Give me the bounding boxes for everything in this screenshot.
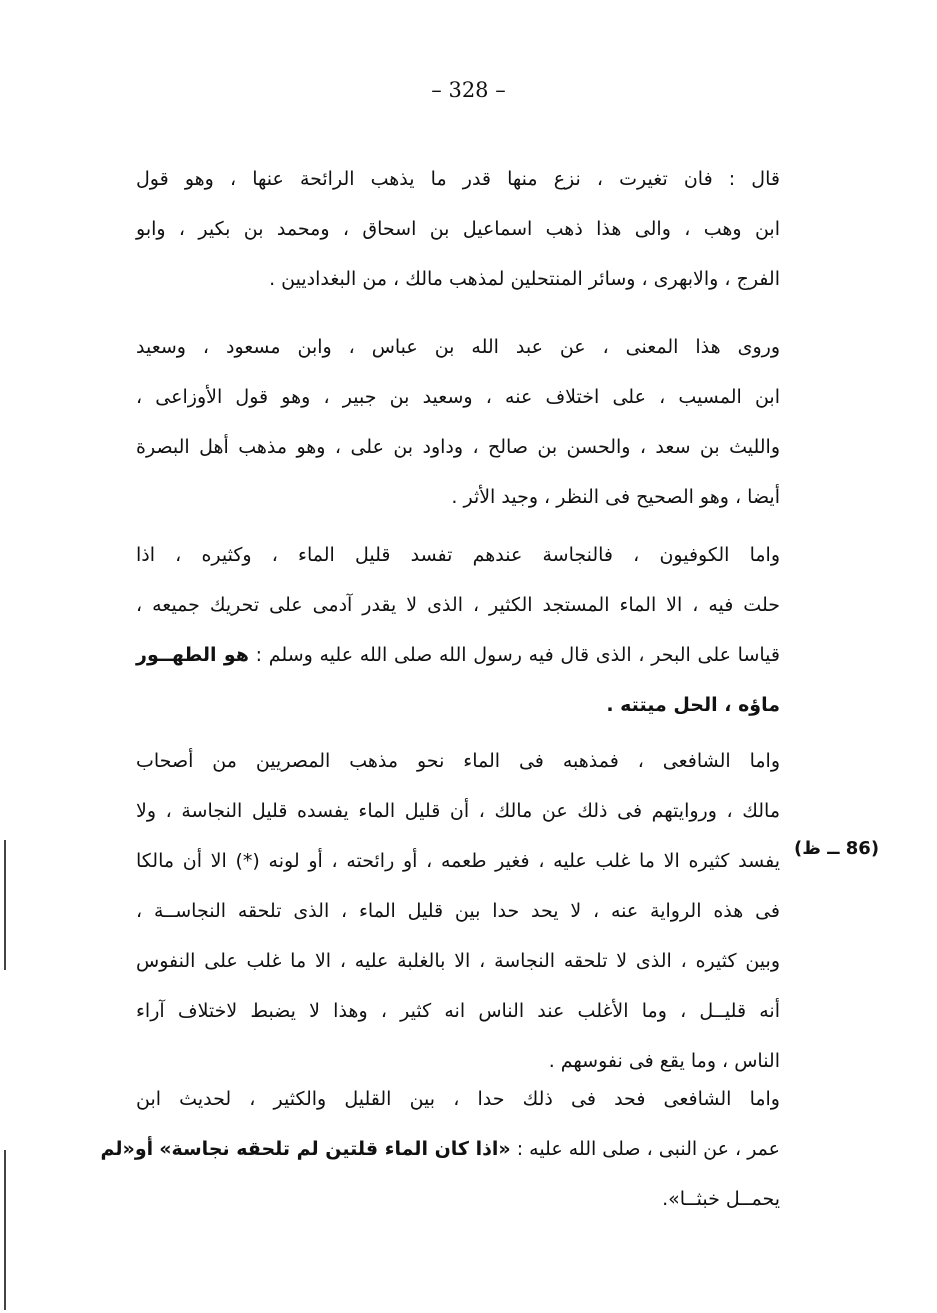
text-line: وبين كثيره ، الذى لا تلحقه النجاسة ، الا بالغلبة عليه ، الا ما غلب على النفوس: [136, 950, 780, 972]
text-line: ابن وهب ، والى هذا ذهب اسماعيل بن اسحاق ، ومحمد بن بكير ، وابو: [136, 218, 780, 240]
text-line: واما الكوفيون ، فالنجاسة عندهم تفسد قليل الماء ، وكثيره ، اذا: [136, 544, 780, 566]
text-line: فى هذه الرواية عنه ، لا يحد حدا بين قليل الماء ، الذى تلحقه النجاســة ،: [136, 900, 780, 922]
text-line: حلت فيه ، الا الماء المستجد الكثير ، الذى لا يقدر آدمى على تحريك جميعه ،: [136, 594, 780, 616]
paragraph-3: [136, 530, 780, 730]
scan-edge-line: [4, 1150, 6, 1310]
text-line: وروى هذا المعنى ، عن عبد الله بن عباس ، وابن مسعود ، وسعيد: [136, 336, 780, 358]
paragraph-1: [136, 154, 780, 304]
text-line: [136, 630, 780, 680]
text-line: مالك ، وروايتهم فى ذلك عن مالك ، أن قليل الماء يفسده قليل النجاسة ، ولا: [136, 800, 780, 822]
hadith-quote: هو الطهــور: [136, 644, 249, 666]
text-line: الناس ، وما يقع فى نفوسهم .: [548, 1050, 780, 1072]
text-line: أنه قليــل ، وما الأغلب عند الناس انه كثير ، وهذا لا يضبط لاختلاف آراء: [136, 1000, 780, 1022]
text-line: [100, 1124, 780, 1174]
paragraph-5: [100, 1074, 780, 1224]
text-line: أيضا ، وهو الصحيح فى النظر ، وجيد الأثر .: [451, 486, 780, 508]
paragraph-2: [136, 322, 780, 522]
text-line: ابن المسيب ، على اختلاف عنه ، وسعيد بن جبير ، وهو قول الأوزاعى ،: [136, 386, 780, 408]
text-run: أو«لم: [100, 1138, 154, 1160]
paragraph-4: [136, 736, 780, 1086]
margin-note: (86 ــ ظ): [794, 838, 880, 859]
text-run: عمر ، عن النبى ، صلى الله عليه :: [516, 1138, 780, 1160]
text-line: والليث بن سعد ، والحسن بن صالح ، وداود بن على ، وهو مذهب أهل البصرة: [136, 436, 780, 458]
hadith-quote: «اذا كان الماء قلتين لم تلحقه نجاسة»: [159, 1138, 511, 1160]
text-line: يحمــل خبثــا».: [662, 1188, 780, 1210]
scan-edge-line: [4, 840, 6, 970]
hadith-quote: ماؤه ، الحل ميتته .: [606, 694, 780, 716]
text-line: يفسد كثيره الا ما غلب عليه ، فغير طعمه ، أو رائحته ، أو لونه (*) الا أن مالكا: [136, 850, 780, 872]
text-line: واما الشافعى ، فمذهبه فى الماء نحو مذهب المصريين من أصحاب: [136, 750, 780, 772]
text-line: الفرج ، والابهرى ، وسائر المنتحلين لمذهب مالك ، من البغداديين .: [269, 268, 780, 290]
text-line: قال : فان تغيرت ، نزع منها قدر ما يذهب الرائحة عنها ، وهو قول: [136, 168, 780, 190]
page-number: – 328 –: [431, 78, 506, 102]
text-line: واما الشافعى فحد فى ذلك حدا ، بين القليل والكثير ، لحديث ابن: [136, 1088, 780, 1110]
text-run: قياسا على البحر ، الذى قال فيه رسول الله صلى الله عليه وسلم :: [255, 644, 780, 666]
